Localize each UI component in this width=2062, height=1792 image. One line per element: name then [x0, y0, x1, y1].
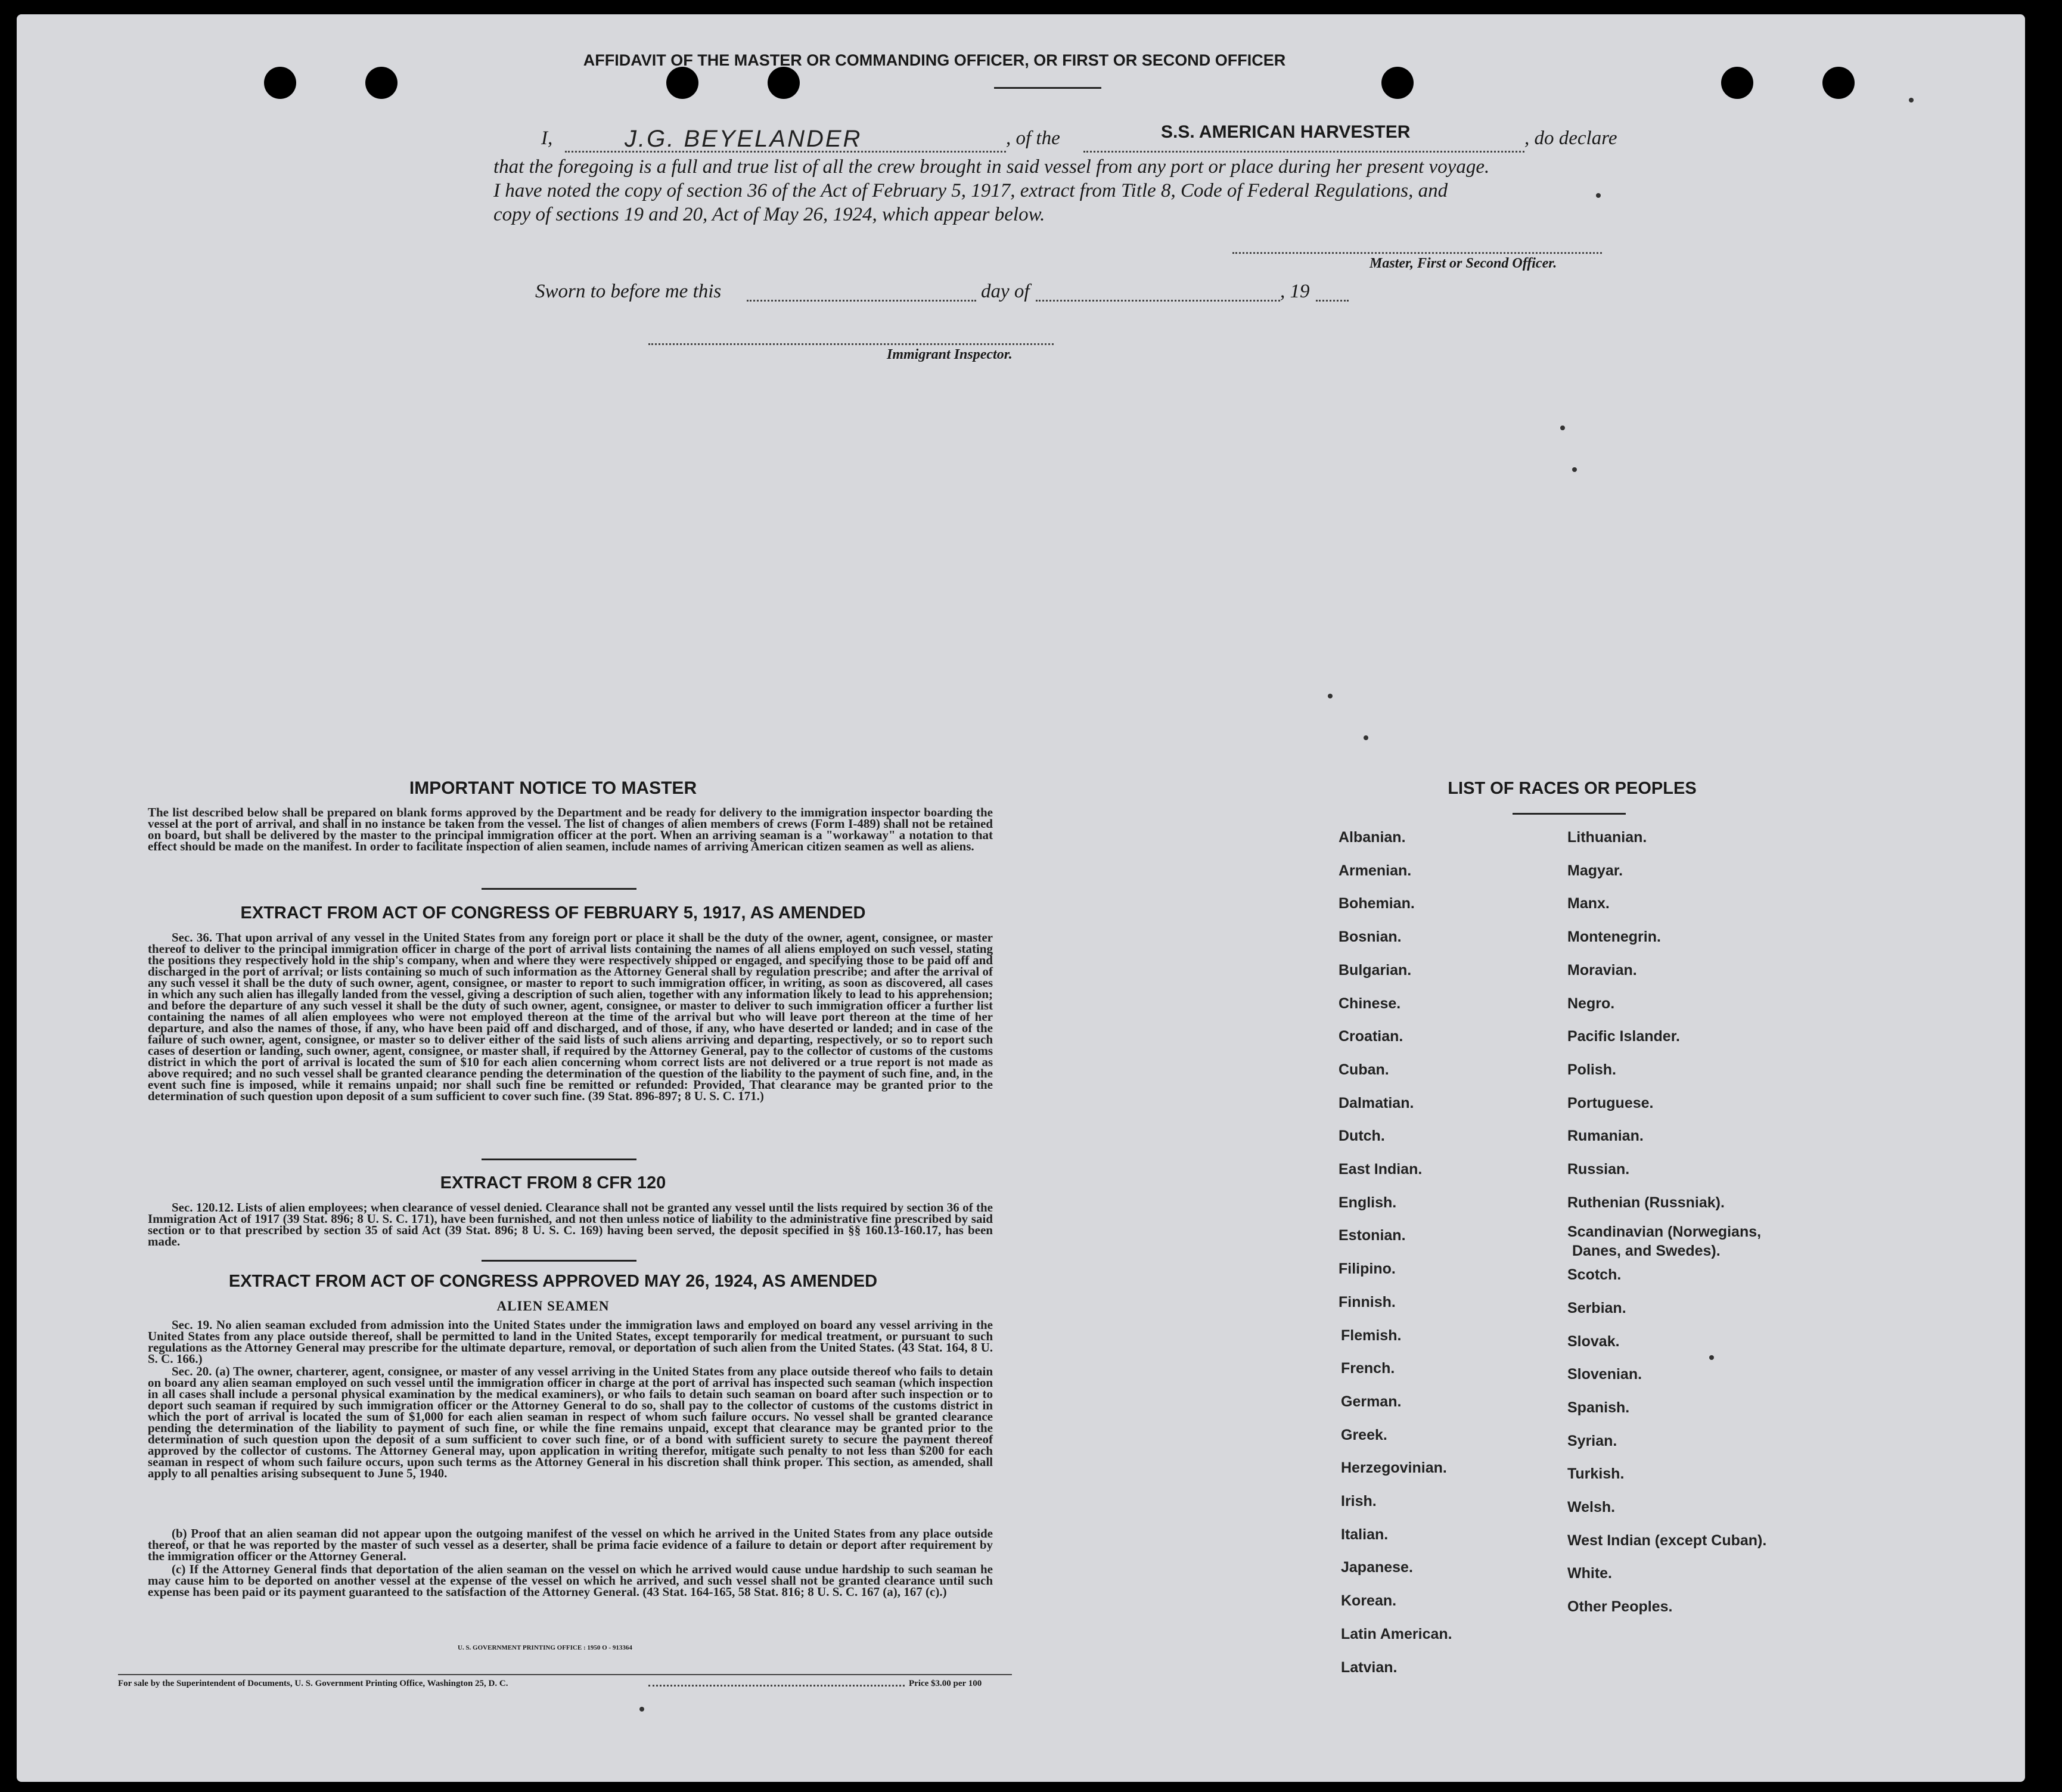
race-item: Pacific Islander. [1567, 1028, 1680, 1045]
races-heading: LIST OF RACES OR PEOPLES [1448, 779, 1697, 798]
signer-name: J.G. BEYELANDER [625, 126, 862, 152]
race-item: Montenegrin. [1567, 928, 1661, 946]
punch-hole [264, 67, 296, 99]
race-item: English. [1339, 1194, 1397, 1211]
extract-1917-heading: EXTRACT FROM ACT OF CONGRESS OF FEBRUARY 5, 1917, AS AMENDED [240, 903, 866, 923]
of-the-label: , of the [1006, 128, 1060, 149]
inspector-signature-line[interactable] [648, 341, 1054, 345]
race-item: Negro. [1567, 995, 1615, 1012]
punch-hole [1822, 67, 1855, 99]
sec-20b-text: (b) Proof that an alien seaman did not appear upon the outgoing manifest of the vessel on which he arrived in the United States from any place outside thereof, or that he was reported by the master of such vessel as a deserter, shall be prima facie evidence of a failure to detain or deport after requirement by the immigration officer or the Attorney General. [148, 1526, 993, 1563]
footer-rule [118, 1674, 1012, 1675]
races-rule [1513, 813, 1626, 815]
race-item: Korean. [1341, 1592, 1397, 1610]
declaration-line-4: copy of sections 19 and 20, Act of May 26, 1924, which appear below. [493, 204, 1045, 225]
sec-20a-text: Sec. 20. (a) The owner, charterer, agent, consignee, or master of any vessel arriving in the United States from any place outside thereof who fails to detain on board any alien seaman employed on such vessel until the immigration officer in charge at the port of arrival has inspected such seaman (which inspection in all cases shall include a personal physical examination by the medical examiners), or who fails to detain such seaman on board after such inspection or to deport such seaman if required by such immigration officer or the Attorney General to do so, shall pay to the collector of customs of the customs district in which the port of arrival is located the sum of $1,000 for each alien seaman in respect of whom such failure occurs. No vessel shall be granted clearance pending the determination of the liability to payment of such fine, or while the fine remains unpaid, except that clearance may be granted prior to the determination of such question upon the deposit of a sum sufficient to cover such fine, or of a bond with sufficient surety to secure the payment thereof approved by the collector of customs. The Attorney General may, upon application in writing therefor, mitigate such penalty to not less than $200 for each seaman in respect of whom such failure occurs, upon such terms as the Attorney General in his discretion shall think proper. This section, as amended, shall apply to all penalties arising subsequent to June 5, 1940. [148, 1364, 993, 1480]
gpo-imprint: U. S. GOVERNMENT PRINTING OFFICE : 1950 O - 913364 [458, 1644, 632, 1651]
race-item: Turkish. [1567, 1465, 1625, 1483]
document-sheet [17, 14, 2025, 1782]
race-item: Herzegovinian. [1341, 1459, 1447, 1477]
affidavit-title: AFFIDAVIT OF THE MASTER OR COMMANDING OFFICER, OR FIRST OR SECOND OFFICER [583, 51, 1286, 69]
declaration-line-2: that the foregoing is a full and true list of all the crew brought in said vessel from any port or place during her present voyage. [493, 156, 1490, 178]
title-rule [994, 87, 1101, 89]
sale-text: For sale by the Superintendent of Documents, U. S. Government Printing Office, Washington 25, D. C. [118, 1679, 508, 1688]
race-item: Bosnian. [1339, 928, 1402, 946]
race-item: Rumanian. [1567, 1128, 1644, 1145]
race-item: Scotch. [1567, 1266, 1622, 1284]
race-item: Moravian. [1567, 961, 1637, 979]
race-item: Filipino. [1339, 1260, 1396, 1278]
punch-hole [768, 67, 800, 99]
race-item: Spanish. [1567, 1399, 1630, 1416]
race-item: French. [1341, 1360, 1395, 1377]
race-item: West Indian (except Cuban). [1567, 1532, 1767, 1549]
i-label: I, [541, 128, 553, 149]
race-item: Irish. [1341, 1493, 1377, 1510]
race-item: Magyar. [1567, 862, 1623, 879]
punch-hole [1381, 67, 1414, 99]
sec-19-text: Sec. 19. No alien seaman excluded from admission into the United States under the immigration laws and employed on board any vessel arriving in the United States from any place outside thereof, shall be permitted to land in the United States, except temporarily for medical treatment, or pursuant to such regulations as the Attorney General may prescribe for the ultimate departure, removal, or deportation of such alien from the United States. (43 Stat. 164, 8 U. S. C. 166.) [148, 1318, 993, 1366]
notice-heading: IMPORTANT NOTICE TO MASTER [409, 778, 697, 798]
punch-hole [1721, 67, 1753, 99]
race-item: Ruthenian (Russniak). [1567, 1194, 1725, 1211]
race-item: Finnish. [1339, 1293, 1396, 1310]
master-signature-line[interactable] [1232, 250, 1602, 254]
speck [1909, 98, 1914, 103]
vessel-name-field[interactable] [1083, 122, 1524, 153]
speck [1364, 735, 1368, 740]
race-item: Dalmatian. [1339, 1094, 1414, 1111]
inspector-label: Immigrant Inspector. [887, 347, 1013, 362]
speck [1572, 467, 1577, 472]
race-item: Flemish. [1341, 1327, 1402, 1344]
race-item: Armenian. [1339, 862, 1412, 879]
race-item: Latvian. [1341, 1659, 1398, 1676]
race-item: Greek. [1341, 1426, 1387, 1443]
race-item: Bohemian. [1339, 895, 1415, 912]
speck [1709, 1355, 1714, 1360]
race-item: Slovak. [1567, 1333, 1620, 1350]
day-of-label: day of [981, 281, 1030, 302]
race-item: East Indian. [1339, 1161, 1423, 1178]
race-item: German. [1341, 1393, 1402, 1410]
race-item: Polish. [1567, 1061, 1616, 1078]
extract-1917-text: Sec. 36. That upon arrival of any vessel in the United States from any foreign port or place it shall be the duty of the owner, agent, consignee, or master thereof to deliver to the principal immigration officer in charge of the port of arrival lists containing the names of all aliens employed on such vessel, stating the positions they respectively hold in the ship's company, when and where they were respectively shipped or engaged, and specifying those to be paid off and discharged in the port of arrival; or lists containing so much of such information as the Attorney General shall by regulation prescribe; and after the arrival of any such vessel it shall be the duty of such owner, agent, consignee, or master to report to such immigration officer, in writing, as soon as discovered, all cases in which any such alien has illegally landed from the vessel, giving a description of such alien, together with any information likely to lead to his apprehension; and before the departure of any such vessel it shall be the duty of such owner, agent, consignee, or master to deliver to such immigration officer a further list containing the names of all alien employees who were not employed thereon at the time of the arrival but who will leave port thereon at the time of her departure, and also the names of those, if any, who have been paid off and discharged, and of those, if any, who have deserted or landed; and in case of the failure of such owner, agent, consignee, or master so to deliver either of the said lists of such aliens arriving and departing, respectively, or so to report such cases of desertion or landing, such owner, agent, consignee, or master shall, if required by the Attorney General, pay to the collector of customs of the customs district in which the port of arrival is located the sum of $10 for each alien concerning whom correct lists are not delivered or a true report is not made as above required; and no such vessel shall be granted clearance pending the determination of the question of the liability to the payment of such fine, and, in the event such fine is imposed, while it remains unpaid; nor shall such fine be remitted or refunded: Provided, That clearance may be granted prior to the determination of such question upon deposit of a sum sufficient to cover such fine. (39 Stat. 896-897; 8 U. S. C. 171.) [148, 930, 993, 1103]
alien-seamen-subheading: ALIEN SEAMEN [496, 1299, 610, 1313]
race-item: Slovenian. [1567, 1366, 1642, 1383]
race-item: Serbian. [1567, 1299, 1626, 1316]
year-label: , 19 [1280, 281, 1310, 302]
extract-1924-heading: EXTRACT FROM ACT OF CONGRESS APPROVED MAY 26, 1924, AS AMENDED [228, 1272, 878, 1291]
notice-text: The list described below shall be prepared on blank forms approved by the Department and be ready for delivery to the immigration inspector boarding the vessel at the port of arrival, and shall in no instance be taken from the vessel. The list of changes of alien members of crews (Form I-489) shall not be retained on board, but shall be delivered by the master to the principal immigration officer at the port. When an arriving seaman is a "workaway" a notation to that effect should be made on the manifest. In order to facilitate inspection of alien seamen, include names of arriving American citizen seamen as well as aliens. [148, 805, 993, 853]
section-rule [482, 1159, 636, 1160]
punch-hole [666, 67, 698, 99]
speck [1328, 694, 1333, 698]
race-item: Bulgarian. [1339, 961, 1412, 979]
race-item: Lithuanian. [1567, 829, 1647, 846]
race-item: Japanese. [1341, 1559, 1413, 1576]
race-item: Manx. [1567, 895, 1610, 912]
race-item: Latin American. [1341, 1625, 1452, 1642]
race-item: Welsh. [1567, 1499, 1616, 1515]
speck [1560, 426, 1565, 430]
do-declare-label: , do declare [1524, 128, 1617, 149]
race-item: White. [1567, 1565, 1612, 1582]
race-item: Italian. [1341, 1526, 1389, 1543]
vessel-name: S.S. AMERICAN HARVESTER [1161, 122, 1411, 142]
sworn-day-field[interactable] [747, 284, 976, 302]
race-item: Portuguese. [1567, 1094, 1654, 1111]
race-item: Croatian. [1339, 1028, 1403, 1045]
race-item: Chinese. [1339, 995, 1401, 1012]
extract-cfr-heading: EXTRACT FROM 8 CFR 120 [440, 1173, 666, 1192]
punch-hole [365, 67, 398, 99]
race-item: Russian. [1567, 1161, 1630, 1178]
race-item: Syrian. [1567, 1432, 1617, 1449]
race-item: Estonian. [1339, 1227, 1406, 1244]
section-rule [482, 1260, 636, 1262]
race-item: Other Peoples. [1567, 1598, 1673, 1616]
sworn-year-field[interactable] [1316, 284, 1349, 302]
race-item: Danes, and Swedes). [1572, 1243, 1721, 1260]
race-item: Cuban. [1339, 1061, 1389, 1078]
sworn-month-field[interactable] [1036, 284, 1280, 302]
race-item: Dutch. [1339, 1128, 1385, 1145]
signer-name-field[interactable] [565, 126, 1006, 153]
section-rule [482, 888, 636, 890]
extract-cfr-text: Sec. 120.12. Lists of alien employees; when clearance of vessel denied. Clearance shall not be granted any vessel until the lists required by section 36 of the Immigration Act of 1917 (39 Stat. 896; 8 U. S. C. 171), have been furnished, and not then unless notice of liability to the administrative fine prescribed by said section or to that prescribed by section 35 of said Act (39 Stat. 896; 8 U. S. C. 169) having been served, the deposit specified in §§ 160.13-160.17, has been made. [148, 1200, 993, 1249]
price-text: Price $3.00 per 100 [909, 1679, 982, 1688]
sworn-label: Sworn to before me this [535, 281, 722, 302]
speck [639, 1707, 644, 1712]
master-label: Master, First or Second Officer. [1370, 256, 1557, 271]
race-item: Albanian. [1339, 829, 1406, 846]
footer-leader [648, 1685, 905, 1687]
speck [1596, 193, 1601, 198]
sec-20c-text: (c) If the Attorney General finds that deportation of the alien seaman on the vessel on which he arrived would cause undue hardship to such seaman he may cause him to be deported on another vessel at the expense of the vessel on which he arrived, and such vessel shall not be granted clearance until such expense has been paid or its payment guaranteed to the satisfaction of the Attorney General. (43 Stat. 164-165, 58 Stat. 816; 8 U. S. C. 167 (a), 167 (c).) [148, 1562, 993, 1599]
race-item: Scandinavian (Norwegians, [1567, 1223, 1762, 1241]
declaration-line-3: I have noted the copy of section 36 of the Act of February 5, 1917, extract from Title 8, Code of Federal Regulations, and [493, 180, 1448, 201]
